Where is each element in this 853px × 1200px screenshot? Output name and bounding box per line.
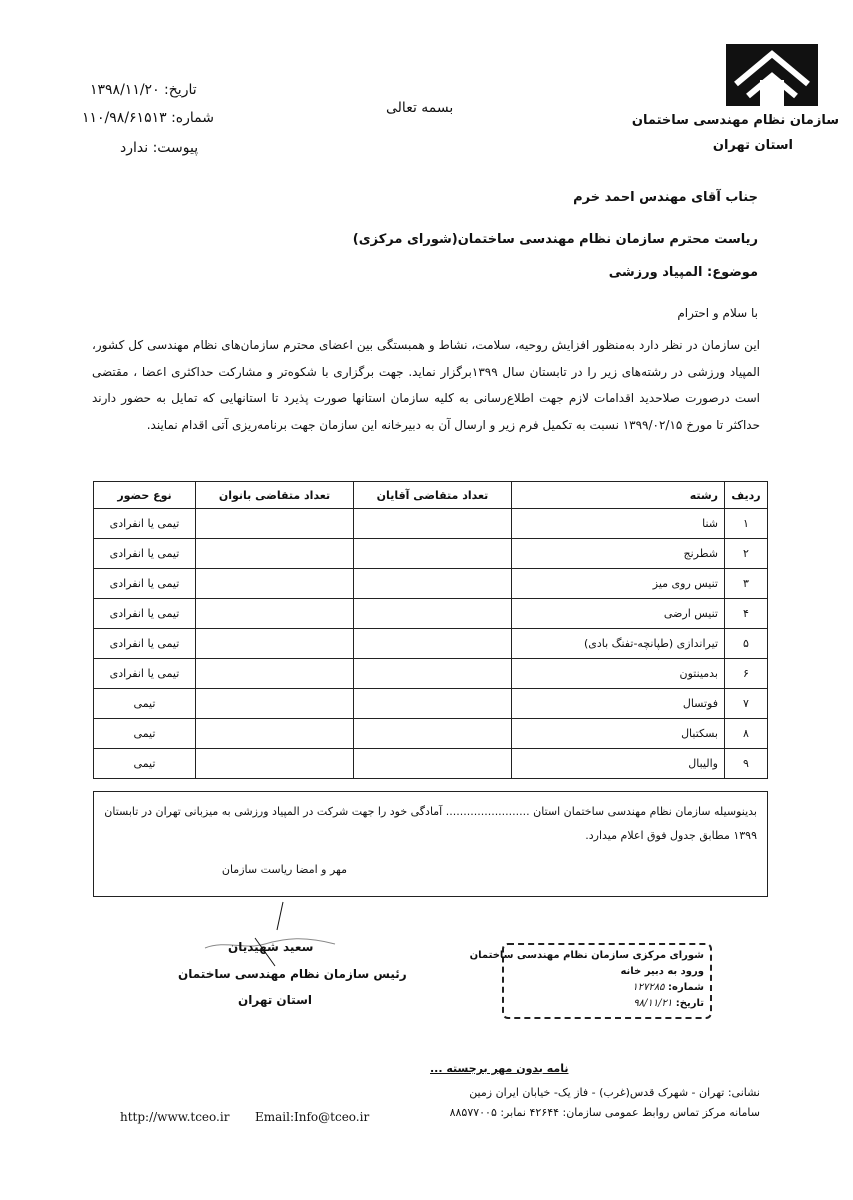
table-row [94, 689, 768, 719]
men-count-cell[interactable] [354, 719, 512, 749]
row-number: ۷ [725, 689, 768, 719]
letter-number [82, 110, 214, 126]
participation-type: تیمی یا انفرادی [94, 539, 196, 569]
signer-name: سعید شهیدیان [228, 940, 314, 954]
participation-type: تیمی یا انفرادی [94, 629, 196, 659]
stamp-date-label: تاریخ: [675, 998, 704, 1009]
sport-field: شطرنج [512, 539, 725, 569]
attachment-label: پیوست: [152, 140, 199, 156]
row-number: ۲ [725, 539, 768, 569]
embossed-stamp-note: نامه بدون مهر برجسته ... [430, 1062, 569, 1075]
table-row [94, 509, 768, 539]
table-row [94, 599, 768, 629]
organization-name: سازمان نظام مهندسی ساختمان [631, 113, 839, 128]
stamp-date-value: ۹۸/۱۱/۲۱ [633, 998, 673, 1009]
stamp-number-label: شماره: [668, 982, 704, 993]
men-count-cell[interactable] [354, 659, 512, 689]
table-row [94, 749, 768, 779]
men-count-cell[interactable] [354, 539, 512, 569]
number-value: ۱۱۰/۹۸/۶۱۵۱۳ [82, 110, 167, 126]
table-row [94, 539, 768, 569]
row-number: ۶ [725, 659, 768, 689]
organization-logo-icon [722, 40, 822, 110]
women-count-cell[interactable] [196, 749, 354, 779]
footer-address: نشانی: تهران - شهرک قدس(غرب) - فاز یک- خیابان ایران زمین [469, 1086, 760, 1099]
received-stamp [469, 943, 712, 1019]
confirmation-box [93, 791, 768, 897]
stamp-date-row [510, 996, 704, 1012]
greeting: با سلام و احترام [677, 306, 758, 320]
attachment-value: ندارد [120, 140, 149, 156]
column-header-women: تعداد متقاضی بانوان [196, 482, 354, 509]
recipient: جناب آقای مهندس احمد خرم [573, 190, 758, 205]
sport-field: تیراندازی (طپانچه-تفنگ بادی) [512, 629, 725, 659]
men-count-cell[interactable] [354, 569, 512, 599]
men-count-cell[interactable] [354, 599, 512, 629]
number-label: شماره: [171, 110, 214, 126]
row-number: ۴ [725, 599, 768, 629]
sport-field: فوتسال [512, 689, 725, 719]
footer-website-link[interactable]: http://www.tceo.ir [120, 1110, 230, 1124]
participation-type: تیمی [94, 719, 196, 749]
women-count-cell[interactable] [196, 599, 354, 629]
stamp-line-1: شورای مرکزی سازمان نظام مهندسی ساختمان [469, 950, 704, 961]
column-header-field: رشته [512, 482, 725, 509]
row-number: ۵ [725, 629, 768, 659]
stamp-number-value: ۱۲۷۲۸۵ [632, 982, 665, 993]
table-row [94, 659, 768, 689]
subject: موضوع: المپیاد ورزشی [608, 265, 758, 280]
stamp-number-row [510, 980, 704, 996]
women-count-cell[interactable] [196, 539, 354, 569]
participation-type: تیمی [94, 689, 196, 719]
participation-type: تیمی [94, 749, 196, 779]
organization-province: استان تهران [712, 138, 793, 153]
column-header-type: نوع حضور [94, 482, 196, 509]
footer-email-link[interactable]: Email:Info@tceo.ir [255, 1110, 370, 1124]
women-count-cell[interactable] [196, 629, 354, 659]
row-number: ۹ [725, 749, 768, 779]
signer-province: استان تهران [238, 993, 312, 1007]
sports-registration-table [93, 481, 768, 779]
participation-type: تیمی یا انفرادی [94, 569, 196, 599]
signature-scribble-icon [185, 900, 355, 970]
table-row [94, 629, 768, 659]
basmala: بسمه تعالی [386, 100, 454, 116]
sport-field: بدمینتون [512, 659, 725, 689]
participation-type: تیمی یا انفرادی [94, 599, 196, 629]
recipient-title: ریاست محترم سازمان نظام مهندسی ساختمان(شورای مرکزی) [352, 232, 758, 247]
letter-date [90, 82, 197, 98]
confirmation-line-2: ۱۳۹۹ مطابق جدول فوق اعلام میدارد. [585, 829, 757, 842]
table-row [94, 569, 768, 599]
table-row [94, 719, 768, 749]
men-count-cell[interactable] [354, 509, 512, 539]
table-header-row [94, 482, 768, 509]
sport-field: والیبال [512, 749, 725, 779]
women-count-cell[interactable] [196, 659, 354, 689]
sport-field: شنا [512, 509, 725, 539]
stamp-line-2: ورود به دبیر خانه [620, 966, 704, 977]
row-number: ۸ [725, 719, 768, 749]
footer-contact: سامانه مرکز تماس روابط عمومی سازمان: ۴۲۶۴۴ نمابر: ۸۸۵۷۷۰۰۵ [449, 1106, 760, 1119]
women-count-cell[interactable] [196, 719, 354, 749]
women-count-cell[interactable] [196, 569, 354, 599]
column-header-row-number: ردیف [725, 482, 768, 509]
participation-type: تیمی یا انفرادی [94, 659, 196, 689]
column-header-men: تعداد متقاضی آقایان [354, 482, 512, 509]
sport-field: بسکتبال [512, 719, 725, 749]
sport-field: تنیس روی میز [512, 569, 725, 599]
date-value: ۱۳۹۸/۱۱/۲۰ [90, 82, 160, 98]
signer-title: رئیس سازمان نظام مهندسی ساختمان [178, 967, 407, 981]
letter-attachment [120, 140, 198, 156]
sport-field: تنیس ارضی [512, 599, 725, 629]
men-count-cell[interactable] [354, 629, 512, 659]
row-number: ۳ [725, 569, 768, 599]
women-count-cell[interactable] [196, 509, 354, 539]
participation-type: تیمی یا انفرادی [94, 509, 196, 539]
seal-signature-label: مهر و امضا ریاست سازمان [221, 863, 347, 876]
date-label: تاریخ: [164, 82, 197, 98]
men-count-cell[interactable] [354, 689, 512, 719]
confirmation-line-1: بدینوسیله سازمان نظام مهندسی ساختمان استان ........................ آمادگی خود را جهت شرکت در المپیاد ورزشی به میزبانی تهران در تابستان [104, 805, 757, 818]
letter-body: این سازمان در نظر دارد به‌منظور افزایش روحیه، سلامت، نشاط و همبستگی بین اعضای محترم سازمان‌های نظام مهندسی کل کشور، المپیاد ورزشی در رشته‌های زیر را در تابستان سال ۱۳۹۹برگزار نماید. جهت برگزاری با شکوه‌تر و مشارکت حداکثری اعضا ، مقتضی است درصورت صلاحدید اقدامات لازم جهت اطلاع‌رسانی به کلیه سازمان استانها صورت پذیرد تا استانهایی که تمایل به حضور دارند حداکثر تا مورخ ۱۳۹۹/۰۲/۱۵ نسبت به تکمیل فرم زیر و ارسال آن به دبیرخانه این سازمان جهت برنامه‌ریزی آتی اقدام نمایند. [92, 338, 760, 432]
women-count-cell[interactable] [196, 689, 354, 719]
men-count-cell[interactable] [354, 749, 512, 779]
row-number: ۱ [725, 509, 768, 539]
